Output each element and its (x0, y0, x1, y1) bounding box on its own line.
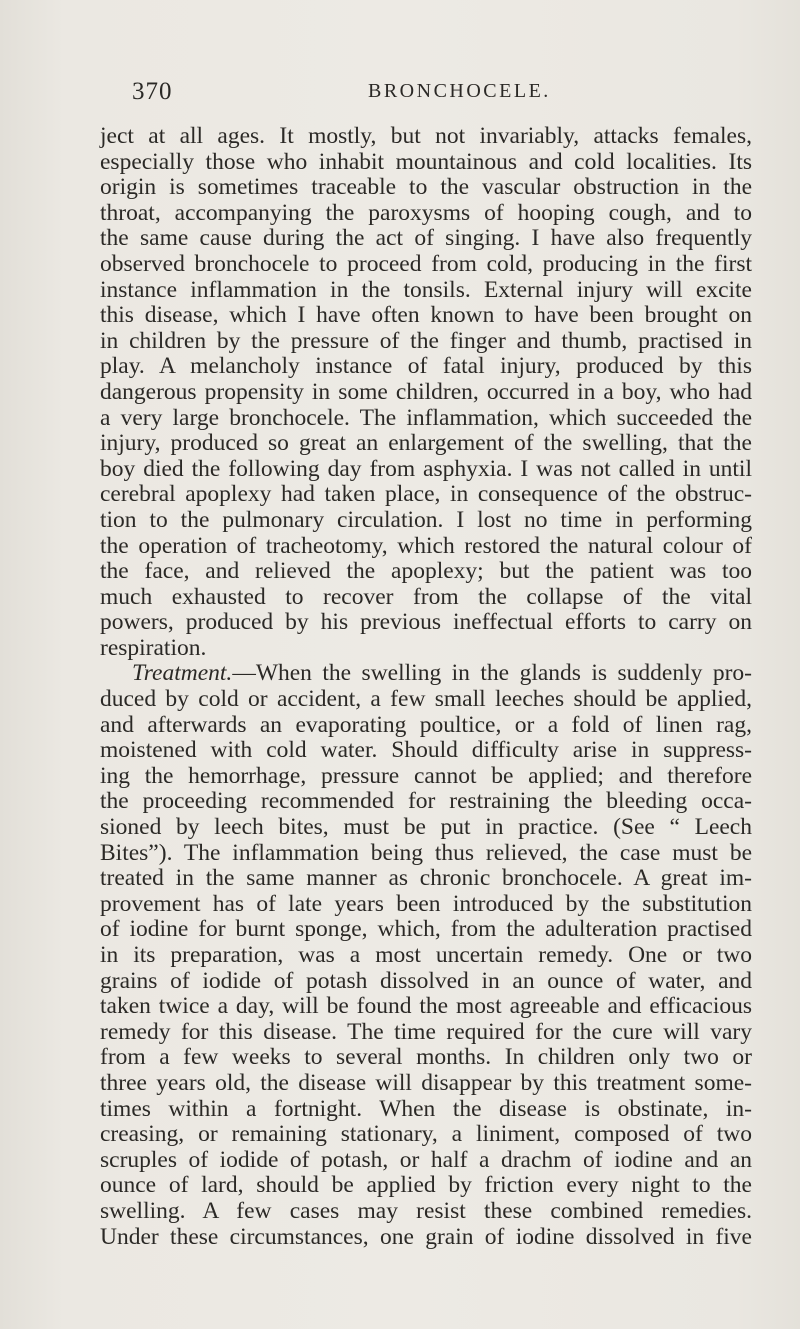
text-line: origin is sometimes traceable to the vascular obstruction in the (100, 174, 752, 201)
text-line: instance inflammation in the tonsils. External injury will excite (100, 276, 752, 303)
section-heading-treatment: Treatment. (132, 660, 233, 687)
text-line: duced by cold or accident, a few small leeches should be applied, (100, 686, 752, 713)
text-line: injury, produced so great an enlargement of the swelling, that the (100, 430, 752, 457)
text-line: dangerous propensity in some children, occurred in a boy, who had (100, 378, 752, 405)
body-text (100, 124, 752, 1250)
page-number: 370 (132, 78, 173, 105)
paragraph-1 (100, 124, 752, 661)
text-line: the face, and relieved the apoplexy; but the patient was too (100, 558, 752, 585)
text-line: in its preparation, was a most uncertain remedy. One or two (100, 942, 752, 968)
text-line: creasing, or remaining stationary, a liniment, composed of two (100, 1121, 752, 1148)
lead-line-text: —When the swelling in the glands is suddenly pro- (232, 660, 752, 687)
text-line: moistened with cold water. Should difficulty arise in suppress- (100, 737, 752, 764)
text-line: taken twice a day, will be found the most agreeable and efficacious (100, 993, 752, 1020)
text-line: ing the hemorrhage, pressure cannot be applied; and therefore (100, 762, 752, 789)
text-line: the same cause during the act of singing. I have also frequently (100, 225, 752, 252)
text-line: observed bronchocele to proceed from cold, producing in the first (100, 250, 752, 277)
text-line: much exhausted to recover from the collapse of the vital (100, 583, 752, 610)
text-line: treated in the same manner as chronic bronchocele. A great im- (100, 865, 752, 892)
running-head: BRONCHOCELE. (368, 80, 551, 102)
text-line: this disease, which I have often known to have been brought on (100, 302, 752, 329)
text-line: ounce of lard, should be applied by friction every night to the (100, 1172, 752, 1199)
text-line: of iodine for burnt sponge, which, from the adulteration practised (100, 916, 752, 943)
text-line: Under these circumstances, one grain of iodine dissolved in five (100, 1223, 752, 1250)
text-line: and afterwards an evaporating poultice, or a fold of linen rag, (100, 711, 752, 738)
text-line: boy died the following day from asphyxia. I was not called in until (100, 455, 752, 482)
text-line: ject at all ages. It mostly, but not invariably, attacks females, (100, 123, 752, 149)
text-line: powers, produced by his previous ineffectual efforts to carry on (100, 609, 752, 636)
text-line: three years old, the disease will disappear by this treatment some- (100, 1069, 752, 1096)
text-line: especially those who inhabit mountainous and cold localities. Its (100, 148, 752, 175)
text-line: provement has of late years been introduced by the substitution (100, 890, 752, 917)
page-header (100, 78, 752, 118)
text-line: remedy for this disease. The time required for the cure will vary (100, 1018, 752, 1045)
paragraph-lead-line (100, 661, 752, 687)
text-line: grains of iodide of potash dissolved in an ounce of water, and (100, 967, 752, 994)
text-line: Bites”). The inflammation being thus relieved, the case must be (100, 839, 752, 866)
text-line: throat, accompanying the paroxysms of hooping cough, and to (100, 199, 752, 226)
text-line: swelling. A few cases may resist these combined remedies. (100, 1197, 752, 1224)
text-line: tion to the pulmonary circulation. I lost no time in performing (100, 506, 752, 533)
text-line: in children by the pressure of the finger and thumb, practised in (100, 327, 752, 354)
text-line: from a few weeks to several months. In children only two or (100, 1044, 752, 1071)
paragraph-2 (100, 661, 752, 1250)
text-line: sioned by leech bites, must be put in practice. (See “ Leech (100, 814, 752, 841)
text-line: the proceeding recommended for restraining the bleeding occa- (100, 788, 752, 815)
text-line: respiration. (100, 634, 207, 661)
text-line: a very large bronchocele. The inflammation, which succeeded the (100, 404, 752, 431)
text-line: cerebral apoplexy had taken place, in consequence of the obstruc- (100, 481, 752, 508)
text-line: scruples of iodide of potash, or half a drachm of iodine and an (100, 1146, 752, 1173)
text-line: times within a fortnight. When the disease is obstinate, in- (100, 1095, 752, 1122)
text-line: play. A melancholy instance of fatal injury, produced by this (100, 353, 752, 380)
text-line: the operation of tracheotomy, which restored the natural colour of (100, 532, 752, 559)
